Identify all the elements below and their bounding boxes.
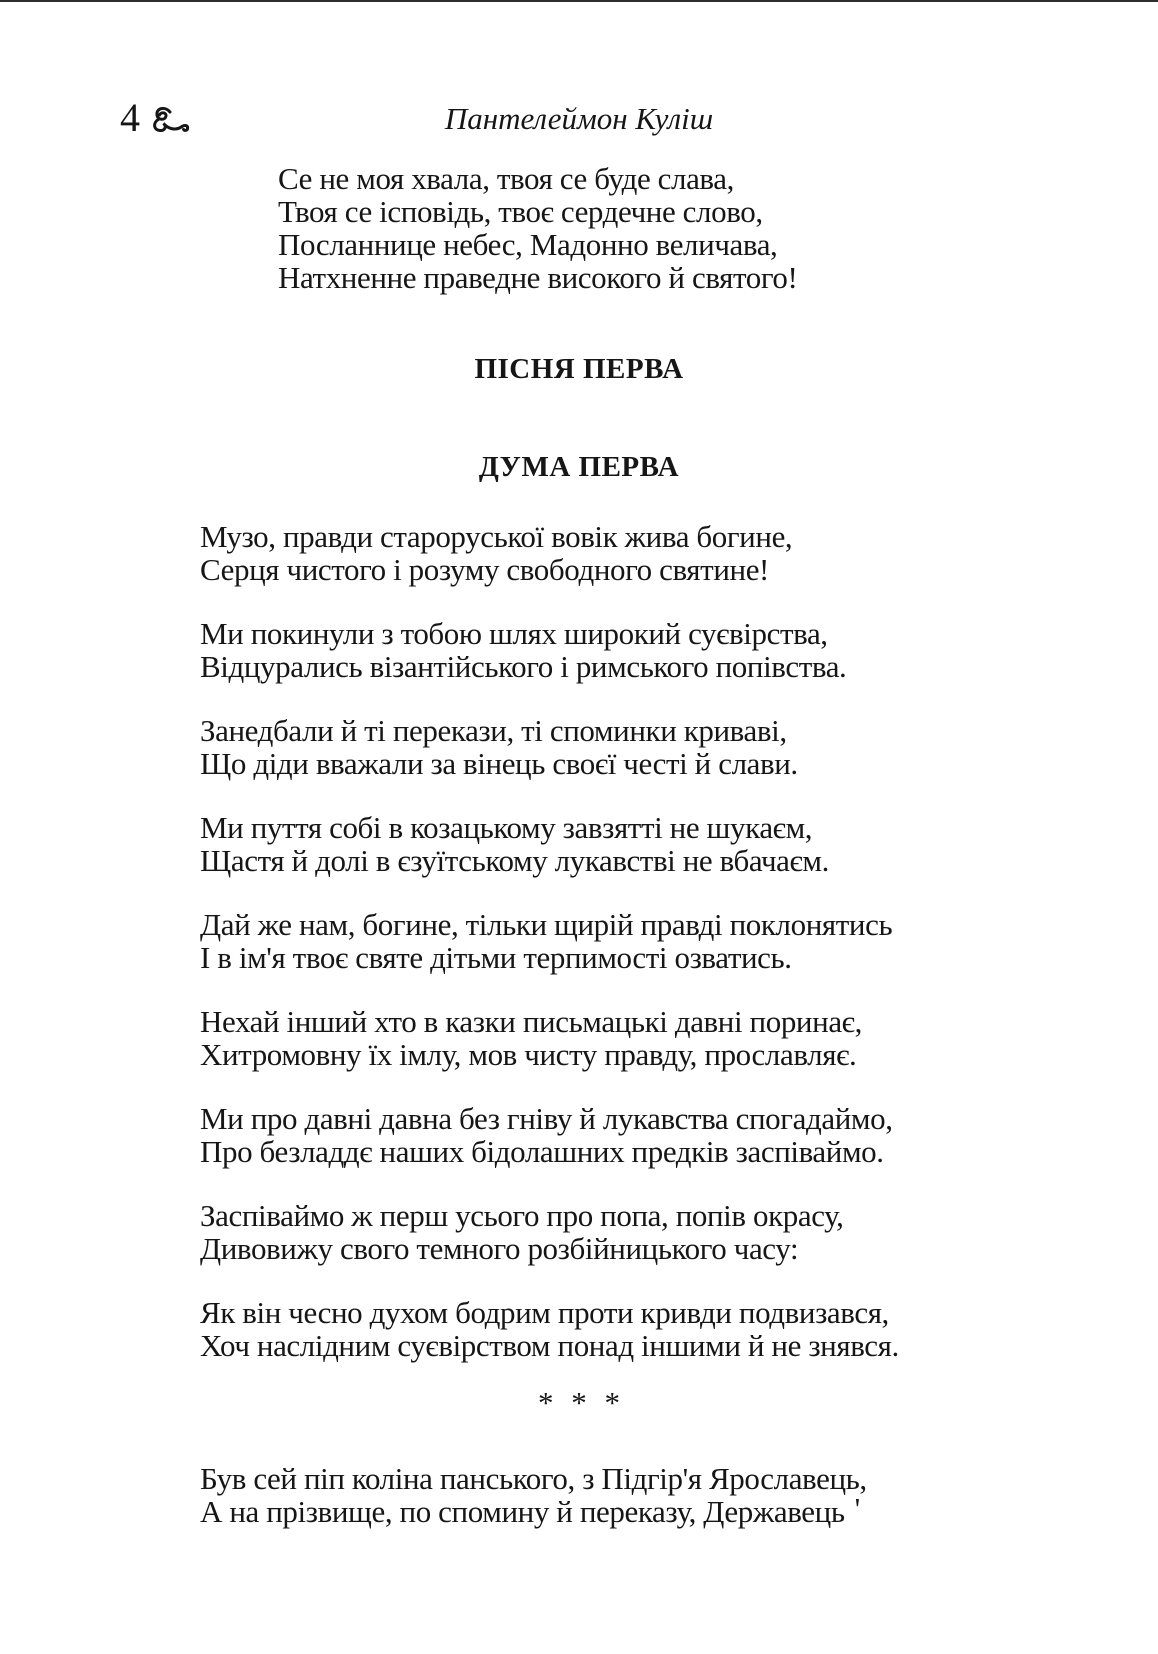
- stanza: [200, 617, 899, 683]
- verse-line: Заспіваймо ж перш усього про попа, попів окрасу,: [200, 1198, 844, 1233]
- final-stanza: [200, 1462, 867, 1528]
- duma-title: ДУМА ПЕРВА: [478, 451, 680, 483]
- poem-body: [200, 520, 899, 1393]
- verse-line: Серця чистого і розуму свободного святине!: [200, 552, 769, 587]
- verse-line: Посланнице небес, Мадонно величава,: [278, 227, 778, 262]
- stanza: [200, 1005, 899, 1071]
- verse-line: Натхненне праведне високого й святого!: [278, 260, 798, 295]
- verse-line: Музо, правди староруської вовік жива богине,: [200, 519, 793, 554]
- verse-line: Ми пуття собі в козацькому завзятті не шукаєм,: [200, 810, 813, 845]
- verse-line: Дивовижу свого темного розбійницького часу:: [200, 1231, 799, 1266]
- stanza: [200, 1199, 899, 1265]
- verse-line: Дай же нам, богине, тільки щирій правді поклонятись: [200, 907, 893, 942]
- dedication-quatrain: [278, 162, 797, 294]
- verse-line: Ми про давні давна без гніву й лукавства спогадаймо,: [200, 1101, 893, 1136]
- verse-line: І в ім'я твоє святе дітьми терпимості озватись.: [200, 940, 792, 975]
- verse-line: Се не моя хвала, твоя се буде слава,: [278, 161, 734, 196]
- verse-line: Про безладдє наших бідолашних предків заспіваймо.: [200, 1134, 884, 1169]
- footnote-marker: ': [854, 1491, 860, 1526]
- verse-line: Ми покинули з тобою шлях широкий суєвірства,: [200, 616, 828, 651]
- verse-line: Що діди вважали за вінець своєї честі й слави.: [200, 746, 798, 781]
- verse-line: Хитромовну їх імлу, мов чисту правду, прославляє.: [200, 1037, 857, 1072]
- stanza: [200, 1102, 899, 1168]
- verse-line: [200, 1462, 867, 1495]
- verse-line: Занедбали й ті перекази, ті споминки криваві,: [200, 713, 787, 748]
- stanza: [200, 520, 899, 586]
- stanza: [200, 811, 899, 877]
- stanza: [200, 908, 899, 974]
- verse-line: [200, 1491, 867, 1529]
- scan-edge-line: [0, 0, 1158, 2]
- running-title: Пантелеймон Куліш: [444, 101, 714, 136]
- stanza: [200, 1296, 899, 1362]
- verse-line-text: А на прізвище, по спомину й переказу, Державець: [200, 1494, 845, 1529]
- verse-line: Як він чесно духом бодрим проти кривди подвизався,: [200, 1295, 889, 1330]
- verse-line: Твоя се ісповідь, твоє сердечне слово,: [278, 194, 763, 229]
- page-number: 4: [120, 95, 140, 140]
- verse-line: Нехай інший хто в казки письмацькі давні поринає,: [200, 1004, 862, 1039]
- stanza-separator: * * *: [538, 1385, 620, 1420]
- verse-line: Щастя й долі в єзуїтському лукавстві не вбачаєм.: [200, 843, 829, 878]
- song-title: ПІСНЯ ПЕРВА: [474, 353, 684, 385]
- verse-line-text: Був сей піп коліна панського, з Підгір'я Ярославець,: [200, 1461, 867, 1496]
- verse-line: Відцурались візантійського і римського попівства.: [200, 649, 847, 684]
- stanza: [200, 714, 899, 780]
- verse-line: Хоч наслідним суєвірством понад іншими й не знявся.: [200, 1328, 899, 1363]
